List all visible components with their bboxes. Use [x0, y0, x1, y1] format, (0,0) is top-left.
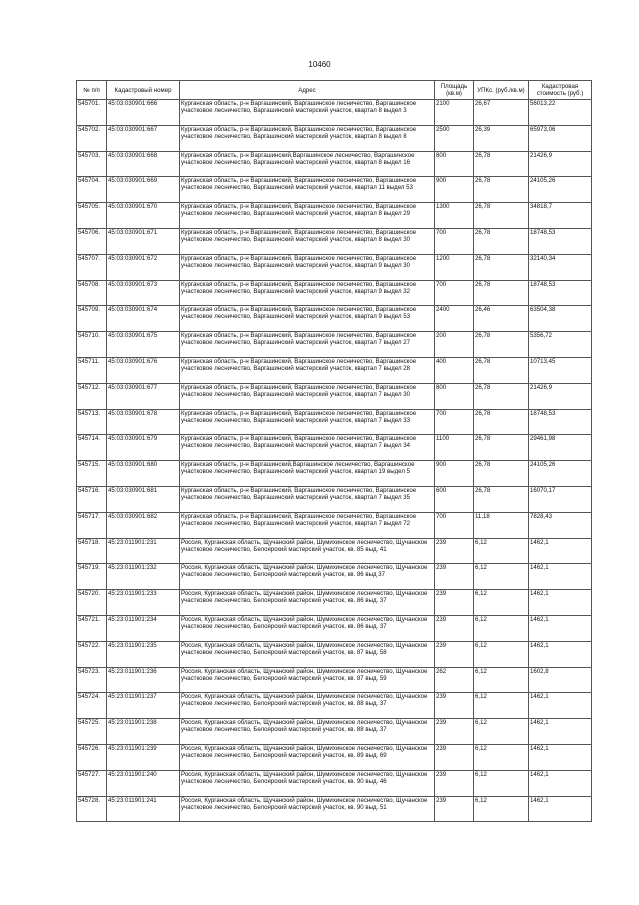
cadastral-number-cell: 45:23:011901:234 — [107, 615, 180, 641]
cadastral-value-cell: 1462,1 — [529, 693, 592, 719]
cadastral-number-cell: 45:03:030901:666 — [107, 100, 180, 126]
cadastral-number-cell: 45:03:030901:676 — [107, 357, 180, 383]
cadastral-number-cell: 45:03:030901:671 — [107, 228, 180, 254]
upks-cell: 26,78 — [474, 228, 529, 254]
table-row — [77, 100, 592, 126]
cadastral-value-cell: 1462,1 — [529, 615, 592, 641]
area-cell: 239 — [435, 770, 474, 796]
address-cell: Курганская область, р-н Варгашинский, Варгашинское лесничество, Варгашинское участковое лесничество, Варгашинский мастерский участок, квартал 7 выдел 30 — [180, 383, 435, 409]
cadastral-number-cell: 45:03:030901:668 — [107, 151, 180, 177]
table-row — [77, 486, 592, 512]
upks-cell: 6,12 — [474, 564, 529, 590]
area-cell: 262 — [435, 667, 474, 693]
upks-cell: 6,12 — [474, 693, 529, 719]
row-number-cell: 545701. — [77, 100, 107, 126]
upks-cell: 6,12 — [474, 538, 529, 564]
address-cell: Курганская область, р-н Варгашинский, Варгашинское лесничество, Варгашинское участковое лесничество, Варгашинский мастерский участок, квартал 9 выдел 53 — [180, 306, 435, 332]
cadastral-table — [76, 80, 592, 822]
area-cell: 239 — [435, 796, 474, 822]
upks-cell: 26,67 — [474, 100, 529, 126]
cadastral-number-cell: 45:23:011901:239 — [107, 744, 180, 770]
address-cell: Курганская область, р-н Варгашинский,Варгашинское лесничество, Варгашинское участковое лесничество, Варгашинский мастерский участок, квартал 19 выдел 5 — [180, 461, 435, 487]
table-row — [77, 435, 592, 461]
address-cell: Курганская область, р-н Варгашинский, Варгашинское лесничество, Варгашинское участковое лесничество, Варгашинский мастерский участок, квартал 8 выдел 30 — [180, 228, 435, 254]
cadastral-value-cell: 16070,17 — [529, 486, 592, 512]
upks-cell: 26,78 — [474, 332, 529, 358]
cadastral-number-cell: 45:03:030901:673 — [107, 280, 180, 306]
cadastral-value-cell: 34818,7 — [529, 203, 592, 229]
address-cell: Курганская область, р-н Варгашинский, Варгашинское лесничество, Варгашинское участковое лесничество, Варгашинский мастерский участок, квартал 8 выдел 29 — [180, 203, 435, 229]
cadastral-number-cell: 45:03:030901:682 — [107, 512, 180, 538]
cadastral-value-cell: 10713,45 — [529, 357, 592, 383]
address-cell: Россия, Курганская область, Щучанский район, Шумихинское лесничество, Щучанское участковое лесничество, Белоярский мастерский участок, кв. 86 выд. 37 — [180, 615, 435, 641]
cadastral-value-cell: 56013,22 — [529, 100, 592, 126]
table-row — [77, 770, 592, 796]
table-row — [77, 203, 592, 229]
table-row — [77, 177, 592, 203]
upks-cell: 6,12 — [474, 719, 529, 745]
cadastral-number-cell: 45:03:030901:672 — [107, 254, 180, 280]
table-row — [77, 254, 592, 280]
row-number-cell: 545711. — [77, 357, 107, 383]
cadastral-value-cell: 1462,1 — [529, 796, 592, 822]
cadastral-value-cell: 32140,34 — [529, 254, 592, 280]
row-number-cell: 545724. — [77, 693, 107, 719]
cadastral-value-cell: 65973,06 — [529, 125, 592, 151]
header-address: Адрес — [180, 81, 435, 100]
table-row — [77, 693, 592, 719]
upks-cell: 26,78 — [474, 357, 529, 383]
area-cell: 800 — [435, 151, 474, 177]
table-row — [77, 538, 592, 564]
area-cell: 239 — [435, 641, 474, 667]
address-cell: Курганская область, р-н Варгашинский, Варгашинское лесничество, Варгашинское участковое лесничество, Варгашинский мастерский участок, квартал 7 выдел 35 — [180, 486, 435, 512]
area-cell: 400 — [435, 357, 474, 383]
cadastral-number-cell: 45:23:011901:232 — [107, 564, 180, 590]
table-row — [77, 332, 592, 358]
area-cell: 700 — [435, 409, 474, 435]
row-number-cell: 545703. — [77, 151, 107, 177]
cadastral-number-cell: 45:03:030901:670 — [107, 203, 180, 229]
table-row — [77, 228, 592, 254]
cadastral-value-cell: 29461,98 — [529, 435, 592, 461]
upks-cell: 26,78 — [474, 254, 529, 280]
address-cell: Россия, Курганская область, Щучанский район, Шумихинское лесничество, Щучанское участковое лесничество, Белоярский мастерский участок, кв. 88 выд. 37 — [180, 693, 435, 719]
cadastral-number-cell: 45:03:030901:667 — [107, 125, 180, 151]
upks-cell: 6,12 — [474, 590, 529, 616]
cadastral-value-cell: 18748,53 — [529, 409, 592, 435]
upks-cell: 26,78 — [474, 177, 529, 203]
area-cell: 2500 — [435, 125, 474, 151]
area-cell: 700 — [435, 512, 474, 538]
address-cell: Россия, Курганская область, Щучанский район, Шумихинское лесничество, Щучанское участковое лесничество, Белоярский мастерский участок, кв. 90 выд. 51 — [180, 796, 435, 822]
cadastral-number-cell: 45:03:030901:679 — [107, 435, 180, 461]
table-row — [77, 796, 592, 822]
upks-cell: 26,78 — [474, 383, 529, 409]
table-row — [77, 409, 592, 435]
cadastral-number-cell: 45:23:011901:241 — [107, 796, 180, 822]
row-number-cell: 545727. — [77, 770, 107, 796]
table-row — [77, 306, 592, 332]
upks-cell: 26,78 — [474, 409, 529, 435]
cadastral-number-cell: 45:23:011901:233 — [107, 590, 180, 616]
row-number-cell: 545722. — [77, 641, 107, 667]
upks-cell: 6,12 — [474, 744, 529, 770]
cadastral-value-cell: 1462,1 — [529, 564, 592, 590]
cadastral-value-cell: 21426,9 — [529, 383, 592, 409]
row-number-cell: 545712. — [77, 383, 107, 409]
area-cell: 239 — [435, 719, 474, 745]
cadastral-value-cell: 1462,1 — [529, 770, 592, 796]
address-cell: Россия, Курганская область, Щучанский район, Шумихинское лесничество, Щучанское участковое лесничество, Белоярский мастерский участок, кв. 87 выд. 58 — [180, 641, 435, 667]
upks-cell: 26,78 — [474, 280, 529, 306]
cadastral-number-cell: 45:03:030901:680 — [107, 461, 180, 487]
upks-cell: 6,12 — [474, 770, 529, 796]
area-cell: 239 — [435, 744, 474, 770]
area-cell: 239 — [435, 590, 474, 616]
row-number-cell: 545706. — [77, 228, 107, 254]
table-row — [77, 383, 592, 409]
address-cell: Курганская область, р-н Варгашинский, Варгашинское лесничество, Варгашинское участковое лесничество, Варгашинский мастерский участок, квартал 8 выдел 8 — [180, 125, 435, 151]
area-cell: 900 — [435, 461, 474, 487]
area-cell: 2400 — [435, 306, 474, 332]
cadastral-number-cell: 45:23:011901:237 — [107, 693, 180, 719]
cadastral-value-cell: 63504,38 — [529, 306, 592, 332]
row-number-cell: 545715. — [77, 461, 107, 487]
table-row — [77, 667, 592, 693]
address-cell: Курганская область, р-н Варгашинский, Варгашинское лесничество, Варгашинское участковое лесничество, Варгашинский мастерский участок, квартал 7 выдел 33 — [180, 409, 435, 435]
cadastral-number-cell: 45:23:011901:240 — [107, 770, 180, 796]
address-cell: Курганская область, р-н Варгашинский, Варгашинское лесничество, Варгашинское участковое лесничество, Варгашинский мастерский участок, квартал 7 выдел 34 — [180, 435, 435, 461]
table-row — [77, 512, 592, 538]
table-row — [77, 357, 592, 383]
row-number-cell: 545718. — [77, 538, 107, 564]
area-cell: 1100 — [435, 435, 474, 461]
row-number-cell: 545728. — [77, 796, 107, 822]
cadastral-value-cell: 1462,1 — [529, 744, 592, 770]
row-number-cell: 545716. — [77, 486, 107, 512]
row-number-cell: 545725. — [77, 719, 107, 745]
address-cell: Россия, Курганская область, Щучанский район, Шумихинское лесничество, Щучанское участковое лесничество, Белоярский мастерский участок, кв. 86 выд. 37 — [180, 590, 435, 616]
area-cell: 2100 — [435, 100, 474, 126]
cadastral-number-cell: 45:03:030901:681 — [107, 486, 180, 512]
table-row — [77, 641, 592, 667]
row-number-cell: 545723. — [77, 667, 107, 693]
address-cell: Курганская область, р-н Варгашинский, Варгашинское лесничество, Варгашинское участковое лесничество, Варгашинский мастерский участок, квартал 9 выдел 32 — [180, 280, 435, 306]
table-row — [77, 280, 592, 306]
cadastral-number-cell: 45:03:030901:674 — [107, 306, 180, 332]
table-row — [77, 615, 592, 641]
upks-cell: 6,12 — [474, 641, 529, 667]
header-value: Кадастровая стоимость (руб.) — [529, 81, 592, 100]
table-row — [77, 125, 592, 151]
row-number-cell: 545709. — [77, 306, 107, 332]
cadastral-value-cell: 24105,26 — [529, 461, 592, 487]
cadastral-value-cell: 1602,8 — [529, 667, 592, 693]
area-cell: 800 — [435, 383, 474, 409]
cadastral-value-cell: 5356,72 — [529, 332, 592, 358]
header-area: Площадь (кв.м) — [435, 81, 474, 100]
cadastral-value-cell: 24105,26 — [529, 177, 592, 203]
row-number-cell: 545704. — [77, 177, 107, 203]
row-number-cell: 545726. — [77, 744, 107, 770]
table-row — [77, 461, 592, 487]
area-cell: 239 — [435, 564, 474, 590]
cadastral-number-cell: 45:03:030901:669 — [107, 177, 180, 203]
address-cell: Курганская область, р-н Варгашинский, Варгашинское лесничество, Варгашинское участковое лесничество, Варгашинский мастерский участок, квартал 9 выдел 30 — [180, 254, 435, 280]
area-cell: 239 — [435, 538, 474, 564]
cadastral-value-cell: 7828,43 — [529, 512, 592, 538]
cadastral-number-cell: 45:03:030901:675 — [107, 332, 180, 358]
row-number-cell: 545721. — [77, 615, 107, 641]
area-cell: 1300 — [435, 203, 474, 229]
address-cell: Курганская область, р-н Варгашинский,Варгашинское лесничество, Варгашинское участковое лесничество, Варгашинский мастерский участок, квартал 8 выдел 16 — [180, 151, 435, 177]
row-number-cell: 545713. — [77, 409, 107, 435]
page-number: 10460 — [308, 60, 331, 69]
cadastral-value-cell: 1462,1 — [529, 590, 592, 616]
cadastral-value-cell: 1462,1 — [529, 719, 592, 745]
cadastral-number-cell: 45:03:030901:677 — [107, 383, 180, 409]
row-number-cell: 545720. — [77, 590, 107, 616]
cadastral-value-cell: 1462,1 — [529, 641, 592, 667]
table-row — [77, 719, 592, 745]
upks-cell: 26,78 — [474, 486, 529, 512]
address-cell: Россия, Курганская область, Щучанский район, Шумихинское лесничество, Щучанское участковое лесничество, Белоярский мастерский участок, кв. 88 выд. 37 — [180, 719, 435, 745]
area-cell: 600 — [435, 486, 474, 512]
area-cell: 700 — [435, 228, 474, 254]
row-number-cell: 545707. — [77, 254, 107, 280]
address-cell: Курганская область, р-н Варгашинский, Варгашинское лесничество, Варгашинское участковое лесничество, Варгашинский мастерский участок, квартал 7 выдел 72 — [180, 512, 435, 538]
area-cell: 700 — [435, 280, 474, 306]
upks-cell: 11,18 — [474, 512, 529, 538]
address-cell: Россия, Курганская область, Щучанский район, Шумихинское лесничество, Щучанское участковое лесничество, Белоярский мастерский участок, кв. 87 выд. 59 — [180, 667, 435, 693]
header-upks: УПКс. (руб./кв.м) — [474, 81, 529, 100]
row-number-cell: 545714. — [77, 435, 107, 461]
table-row — [77, 744, 592, 770]
address-cell: Курганская область, р-н Варгашинский, Варгашинское лесничество, Варгашинское участковое лесничество, Варгашинский мастерский участок, квартал 7 выдел 27 — [180, 332, 435, 358]
area-cell: 900 — [435, 177, 474, 203]
area-cell: 1200 — [435, 254, 474, 280]
table-row — [77, 151, 592, 177]
upks-cell: 6,12 — [474, 615, 529, 641]
cadastral-value-cell: 18748,53 — [529, 228, 592, 254]
header-cadastral: Кадастровый номер — [107, 81, 180, 100]
address-cell: Россия, Курганская область, Щучанский район, Шумихинское лесничество, Щучанское участковое лесничество, Белоярский мастерский участок, кв. 90 выд. 46 — [180, 770, 435, 796]
cadastral-value-cell: 18748,53 — [529, 280, 592, 306]
area-cell: 239 — [435, 615, 474, 641]
upks-cell: 26,78 — [474, 151, 529, 177]
cadastral-number-cell: 45:03:030901:678 — [107, 409, 180, 435]
cadastral-number-cell: 45:23:011901:236 — [107, 667, 180, 693]
area-cell: 200 — [435, 332, 474, 358]
upks-cell: 6,12 — [474, 667, 529, 693]
header-num: № п/п — [77, 81, 107, 100]
upks-cell: 26,78 — [474, 461, 529, 487]
address-cell: Курганская область, р-н Варгашинский, Варгашинское лесничество, Варгашинское участковое лесничество, Варгашинский мастерский участок, квартал 7 выдел 28 — [180, 357, 435, 383]
area-cell: 239 — [435, 693, 474, 719]
cadastral-value-cell: 21426,9 — [529, 151, 592, 177]
cadastral-number-cell: 45:23:011901:231 — [107, 538, 180, 564]
cadastral-number-cell: 45:23:011901:238 — [107, 719, 180, 745]
cadastral-number-cell: 45:23:011901:235 — [107, 641, 180, 667]
table-row — [77, 564, 592, 590]
upks-cell: 26,39 — [474, 125, 529, 151]
upks-cell: 26,46 — [474, 306, 529, 332]
address-cell: Россия, Курганская область, Щучанский район, Шумихинское лесничество, Щучанское участковое лесничество, Белоярский мастерский участок, кв. 85 выд. 41 — [180, 538, 435, 564]
address-cell: Курганская область, р-н Варгашинский, Варгашинское лесничество, Варгашинское участковое лесничество, Варгашинский мастерский участок, квартал 11 выдел 53 — [180, 177, 435, 203]
cadastral-value-cell: 1462,1 — [529, 538, 592, 564]
address-cell: Курганская область, р-н Варгашинский, Варгашинское лесничество, Варгашинское участковое лесничество, Варгашинский мастерский участок, квартал 8 выдел 3 — [180, 100, 435, 126]
address-cell: Россия, Курганская область, Щучанский район, Шумихинское лесничество, Щучанское участковое лесничество, Белоярский мастерский участок, кв. 86 выд 37 — [180, 564, 435, 590]
row-number-cell: 545710. — [77, 332, 107, 358]
table-header-row — [77, 81, 592, 100]
table-row — [77, 590, 592, 616]
upks-cell: 26,78 — [474, 435, 529, 461]
upks-cell: 6,12 — [474, 796, 529, 822]
upks-cell: 26,78 — [474, 203, 529, 229]
row-number-cell: 545717. — [77, 512, 107, 538]
row-number-cell: 545708. — [77, 280, 107, 306]
address-cell: Россия, Курганская область, Щучанский район, Шумихинское лесничество, Щучанское участковое лесничество, Белоярский мастерский участок, кв. 89 выд. 69 — [180, 744, 435, 770]
row-number-cell: 545705. — [77, 203, 107, 229]
row-number-cell: 545702. — [77, 125, 107, 151]
row-number-cell: 545719. — [77, 564, 107, 590]
